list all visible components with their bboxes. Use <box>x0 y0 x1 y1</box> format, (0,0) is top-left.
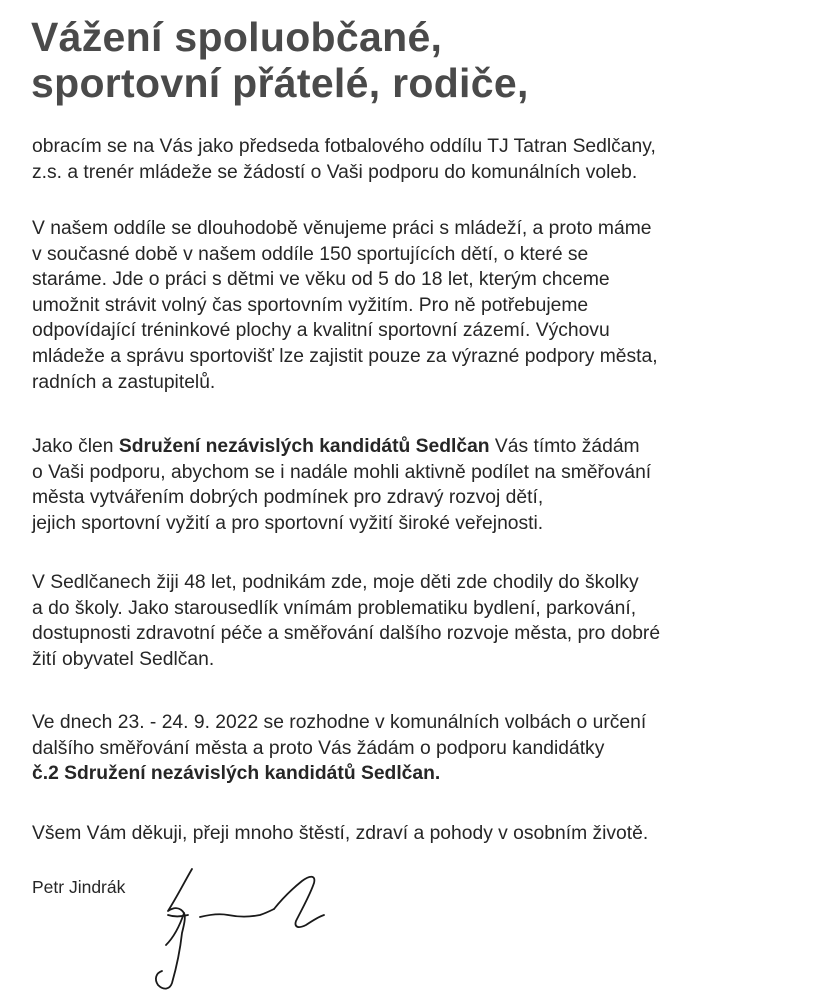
paragraph-elections <box>32 710 646 787</box>
text-line: Všem Vám děkuji, přeji mnoho štěstí, zdraví a pohody v osobním životě. <box>32 823 649 844</box>
heading-line-2: sportovní přátelé, rodiče, <box>31 60 529 106</box>
paragraph-residence <box>32 570 660 672</box>
signatory-name: Petr Jindrák <box>32 877 126 897</box>
text-line: obracím se na Vás jako předseda fotbalového oddílu TJ Tatran Sedlčany, <box>32 136 656 157</box>
text-line: o Vaši podporu, abychom se i nadále mohli aktivně podílet na směřování <box>32 461 652 483</box>
paragraph-membership <box>32 434 651 536</box>
text-line: a do školy. Jako starousedlík vnímám problematiku bydlení, parkování, <box>32 597 637 619</box>
text-segment: Jako člen <box>32 436 119 457</box>
text-line: jejich sportovní vyžití a pro sportovní vyžití široké veřejnosti. <box>32 512 544 534</box>
text-line: staráme. Jde o práci s dětmi ve věku od 5 do 18 let, kterým chceme <box>32 269 610 291</box>
handwritten-signature <box>140 855 340 995</box>
letter-heading <box>31 14 529 106</box>
text-line: města vytvářením dobrých podmínek pro zdravý rozvoj dětí, <box>32 487 544 509</box>
text-line <box>32 434 651 460</box>
text-line: dostupnosti zdravotní péče a směřování dalšího rozvoje města, pro dobré <box>32 623 661 645</box>
candidate-list: č.2 Sdružení nezávislých kandidátů Sedlčan. <box>32 763 441 785</box>
paragraph-youth <box>32 216 658 395</box>
text-line: odpovídající tréninkové plochy a kvalitní sportovní zázemí. Výchovu <box>32 320 610 342</box>
text-line: mládeže a správu sportovišť lze zajistit pouze za výrazné podpory města, <box>32 345 658 367</box>
text-line: V našem oddíle se dlouhodobě věnujeme práci s mládeží, a proto máme <box>32 218 652 239</box>
paragraph-thanks <box>32 821 648 847</box>
heading-line-1: Vážení spoluobčané, <box>31 14 443 60</box>
text-segment: Vás tímto žádám <box>489 436 640 457</box>
text-line: V Sedlčanech žiji 48 let, podnikám zde, moje děti zde chodily do školky <box>32 572 639 593</box>
association-name: Sdružení nezávislých kandidátů Sedlčan <box>118 436 490 457</box>
text-line: z.s. a trenér mládeže se žádostí o Vaši podporu do komunálních voleb. <box>32 161 638 183</box>
text-line: v současné době v našem oddíle 150 sportujících dětí, o které se <box>32 243 589 265</box>
text-line: dalšího směřování města a proto Vás žádám o podporu kandidátky <box>32 737 605 759</box>
text-line: žití obyvatel Sedlčan. <box>32 648 215 670</box>
text-line: Ve dnech 23. - 24. 9. 2022 se rozhodne v komunálních volbách o určení <box>32 712 647 733</box>
text-line: umožnit strávit volný čas sportovním vyžitím. Pro ně potřebujeme <box>32 294 589 316</box>
text-line: radních a zastupitelů. <box>32 371 216 393</box>
paragraph-intro <box>32 134 656 185</box>
